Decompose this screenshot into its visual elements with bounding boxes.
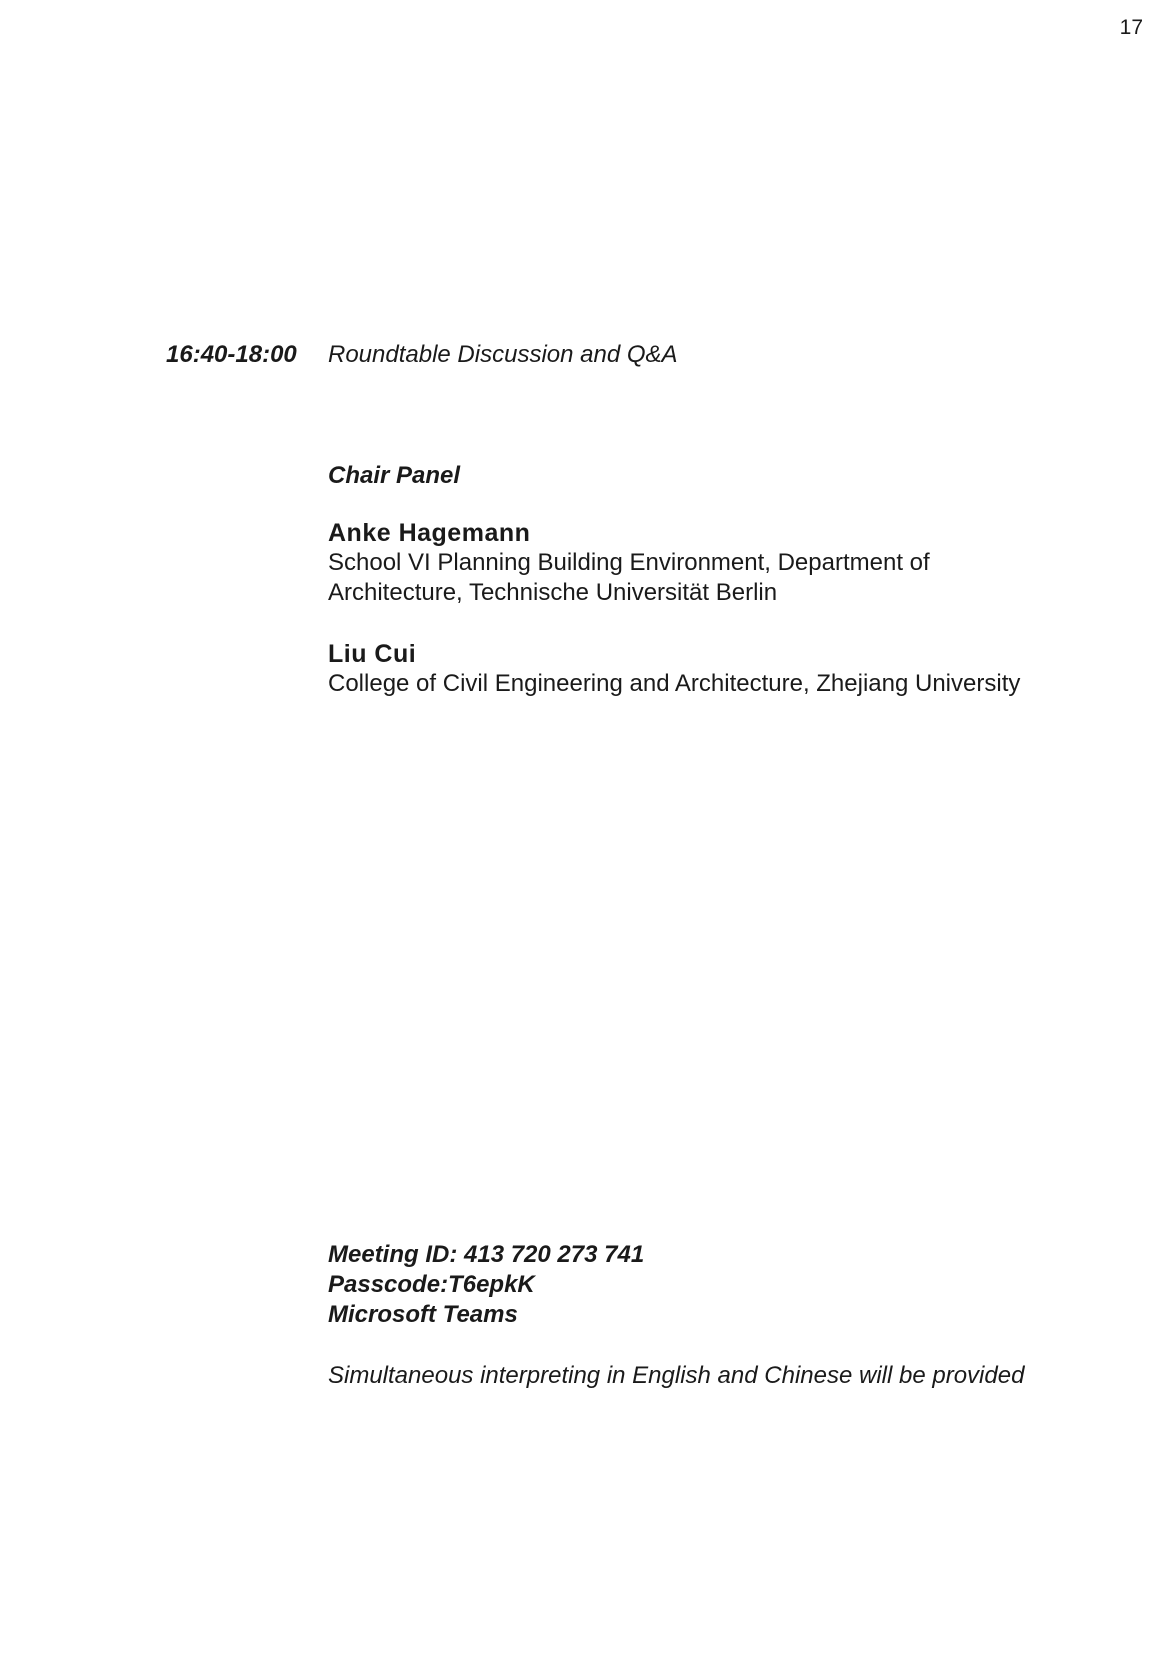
session-row: [166, 338, 1125, 372]
session-time: 16:40-18:00: [166, 341, 297, 368]
chair-member-affiliation: Architecture, Technische Universität Berlin: [328, 579, 778, 606]
chair-member-affiliation: College of Civil Engineering and Architecture, Zhejiang University: [328, 670, 1021, 697]
meeting-info: [328, 1240, 1125, 1330]
meeting-id: Meeting ID: 413 720 273 741: [328, 1241, 645, 1268]
chair-member-name: Liu Cui: [328, 640, 417, 668]
session-title: Roundtable Discussion and Q&A: [328, 341, 678, 368]
page-number: 17: [1119, 16, 1143, 39]
chair-panel-heading: Chair Panel: [328, 462, 461, 489]
interpretation-note: Simultaneous interpreting in English and Chinese will be provided: [328, 1362, 1025, 1389]
meeting-platform: Microsoft Teams: [328, 1301, 518, 1328]
chair-member-name: Anke Hagemann: [328, 519, 531, 547]
chair-member: [328, 639, 1125, 699]
chair-member: [328, 518, 1125, 608]
meeting-passcode: Passcode:T6epkK: [328, 1271, 535, 1298]
chair-member-affiliation: School VI Planning Building Environment, Department of: [328, 549, 930, 576]
